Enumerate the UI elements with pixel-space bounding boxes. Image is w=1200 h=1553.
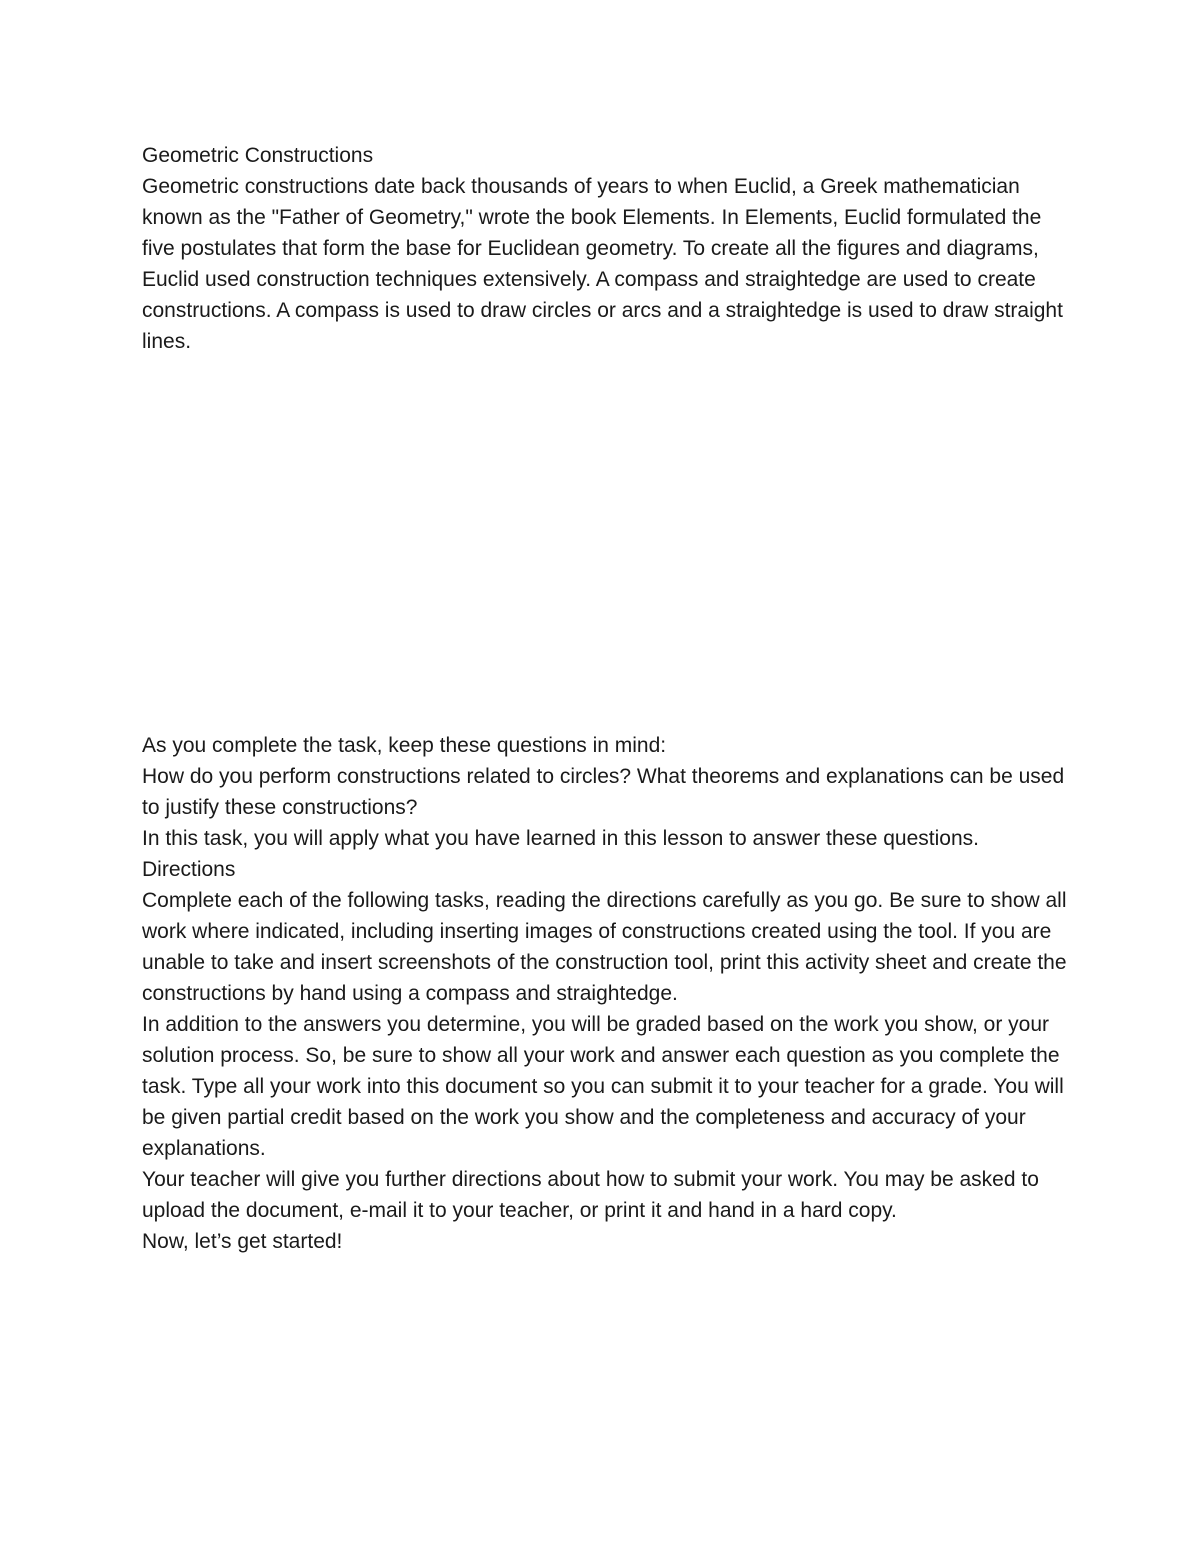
task-questions: How do you perform constructions related to circles? What theorems and explanations can be used to justify these constructions? xyxy=(142,765,1065,819)
directions-paragraph-2: In addition to the answers you determine, you will be graded based on the work you show, or your solution process. So, be sure to show all your work and answer each question as you complete the task. Type all your work into this document so you can submit it to your teacher for a grade. You will be given partial credit based on the work you show and the completeness and accuracy of your explanations. xyxy=(142,1013,1064,1160)
intro-section xyxy=(142,140,1072,357)
directions-paragraph-3: Your teacher will give you further directions about how to submit your work. You may be asked to upload the document, e-mail it to your teacher, or print it and hand in a hard copy. xyxy=(142,1168,1039,1222)
closing-line: Now, let’s get started! xyxy=(142,1230,343,1253)
task-apply: In this task, you will apply what you have learned in this lesson to answer these questions. xyxy=(142,827,979,850)
directions-paragraph-1: Complete each of the following tasks, reading the directions carefully as you go. Be sure to show all work where indicated, including inserting images of constructions created using the tool. If you are unable to take and insert screenshots of the construction tool, print this activity sheet and create the constructions by hand using a compass and straightedge. xyxy=(142,889,1067,1005)
directions-heading: Directions xyxy=(142,858,236,881)
task-lead-in: As you complete the task, keep these questions in mind: xyxy=(142,734,667,757)
task-section xyxy=(142,730,1072,1257)
intro-paragraph: Geometric constructions date back thousands of years to when Euclid, a Greek mathematician known as the "Father of Geometry," wrote the book Elements. In Elements, Euclid formulated the five postulates that form the base for Euclidean geometry. To create all the figures and diagrams, Euclid used construction techniques extensively. A compass and straightedge are used to create constructions. A compass is used to draw circles or arcs and a straightedge is used to draw straight lines. xyxy=(142,175,1063,353)
page-title: Geometric Constructions xyxy=(142,144,374,167)
